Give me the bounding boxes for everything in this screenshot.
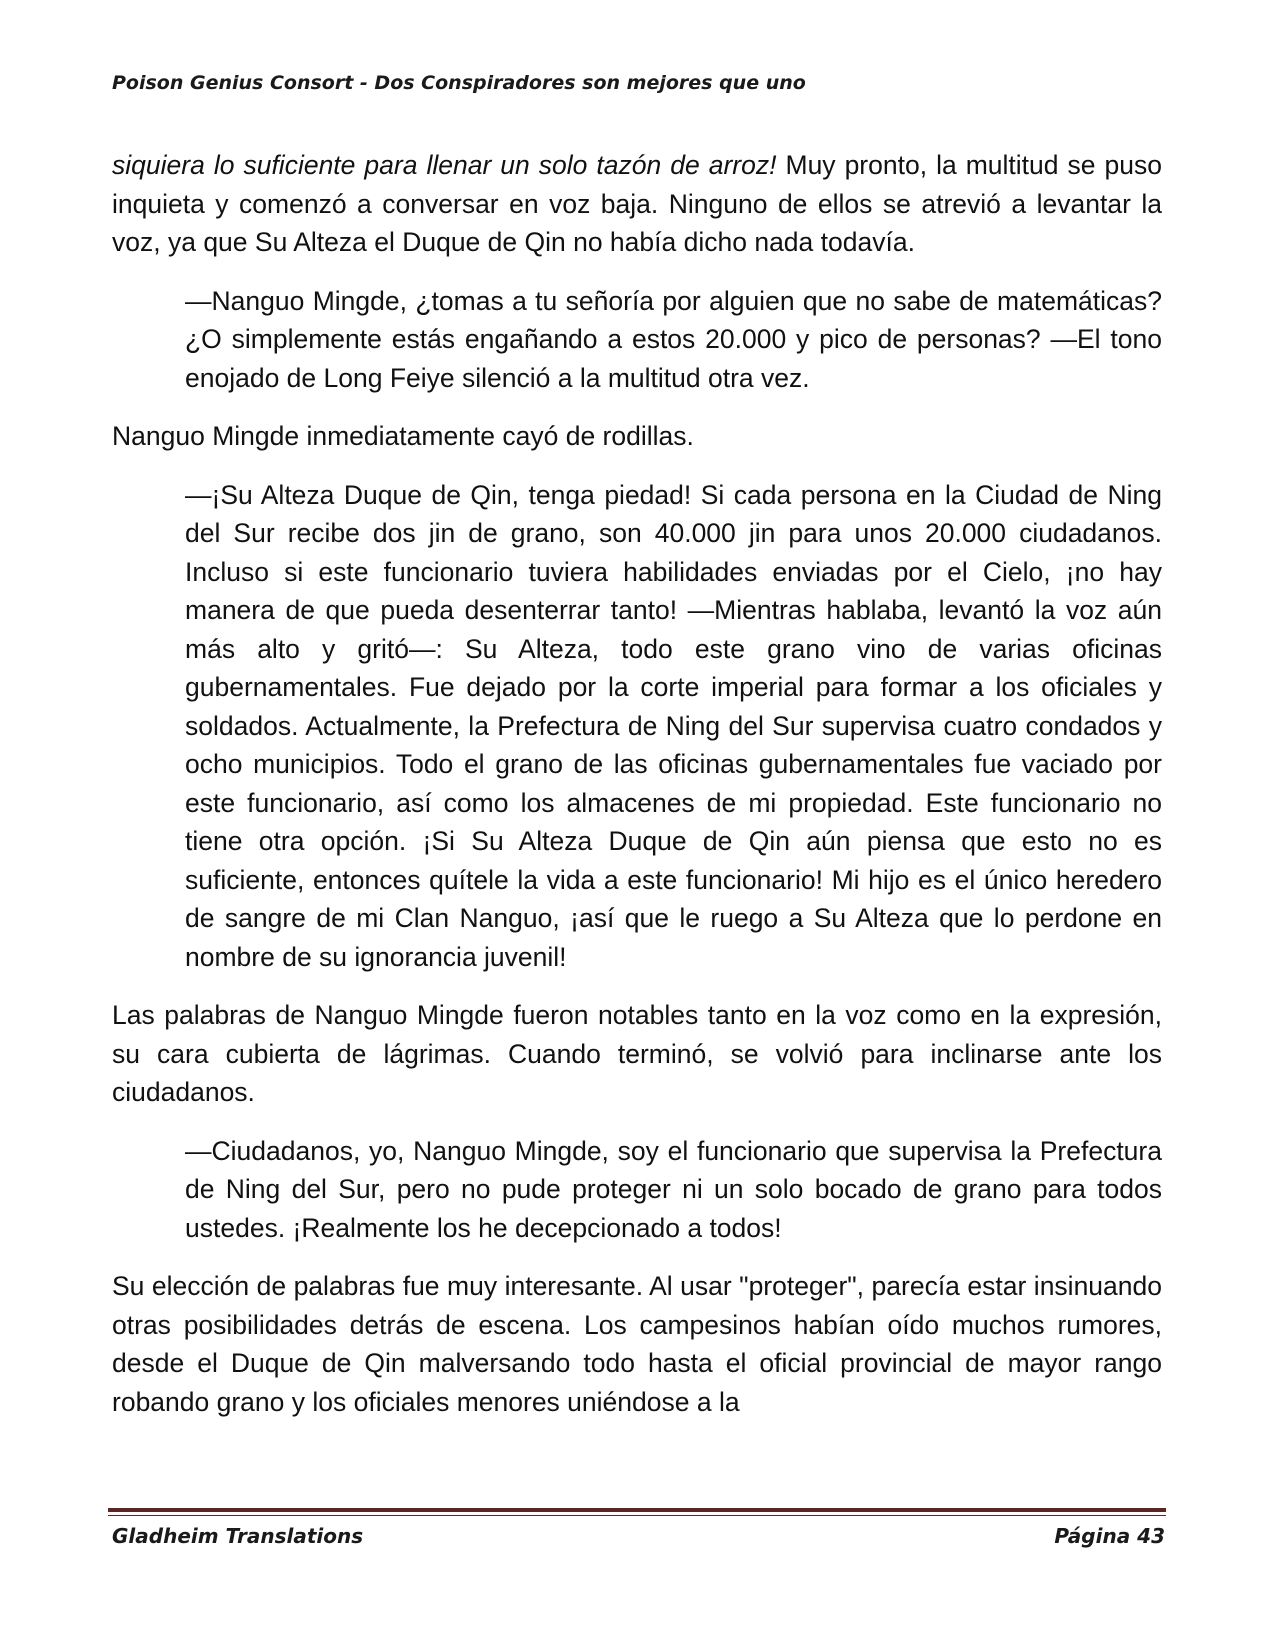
page-body: [112, 146, 1162, 1441]
dialogue-paragraph: —¡Su Alteza Duque de Qin, tenga piedad! Si cada persona en la Ciudad de Ning del Sur recibe dos jin de grano, son 40.000 jin para unos 20.000 ciudadanos. Incluso si este funcionario tuviera habilidades enviadas por el Cielo, ¡no hay manera de que pueda desenterrar tanto! —Mientras hablaba, levantó la voz aún más alto y gritó—: Su Alteza, todo este grano vino de varias oficinas gubernamentales. Fue dejado por la corte imperial para formar a los oficiales y soldados. Actualmente, la Prefectura de Ning del Sur supervisa cuatro condados y ocho municipios. Todo el grano de las oficinas gubernamentales fue vaciado por este funcionario, así como los almacenes de mi propiedad. Este funcionario no tiene otra opción. ¡Si Su Alteza Duque de Qin aún piensa que esto no es suficiente, entonces quítele la vida a este funcionario! Mi hijo es el único heredero de sangre de mi Clan Nanguo, ¡así que le ruego a Su Alteza que lo perdone en nombre de su ignorancia juvenil!: [185, 479, 1162, 972]
paragraph: [112, 146, 1162, 262]
page-header: Poison Genius Consort - Dos Conspiradores son mejores que uno: [112, 72, 806, 94]
footer-publisher: Gladheim Translations: [112, 1524, 364, 1548]
paragraph: Nanguo Mingde inmediatamente cayó de rodillas.: [112, 421, 694, 451]
dialogue-paragraph: —Ciudadanos, yo, Nanguo Mingde, soy el funcionario que supervisa la Prefectura de Ning del Sur, pero no pude proteger ni un solo bocado de grano para todos ustedes. ¡Realmente los he decepcionado a todos!: [185, 1135, 1162, 1243]
dialogue-paragraph: —Nanguo Mingde, ¿tomas a tu señoría por alguien que no sabe de matemáticas? ¿O simplemente estás engañando a estos 20.000 y pico de personas? —El tono enojado de Long Feiye silenció a la multitud otra vez.: [185, 285, 1162, 393]
italic-text: siquiera lo suficiente para llenar un solo tazón de arroz!: [112, 150, 777, 180]
paragraph-text: Muy pronto, la multitud se puso inquieta y comenzó a conversar en voz baja. Ninguno de ellos se atrevió a levantar la voz, ya que Su Alteza el Duque de Qin no había dicho nada todavía.: [112, 150, 1162, 257]
footer-rule-thin: [108, 1515, 1166, 1516]
footer-rule: [108, 1508, 1166, 1512]
paragraph: Las palabras de Nanguo Mingde fueron notables tanto en la voz como en la expresión, su cara cubierta de lágrimas. Cuando terminó, se volvió para inclinarse ante los ciudadanos.: [112, 1000, 1162, 1107]
page-number: Página 43: [1054, 1524, 1165, 1548]
paragraph: Su elección de palabras fue muy interesante. Al usar "proteger", parecía estar insinuando otras posibilidades detrás de escena. Los campesinos habían oído muchos rumores, desde el Duque de Qin malversando todo hasta el oficial provincial de mayor rango robando grano y los oficiales menores uniéndose a la: [112, 1271, 1162, 1417]
